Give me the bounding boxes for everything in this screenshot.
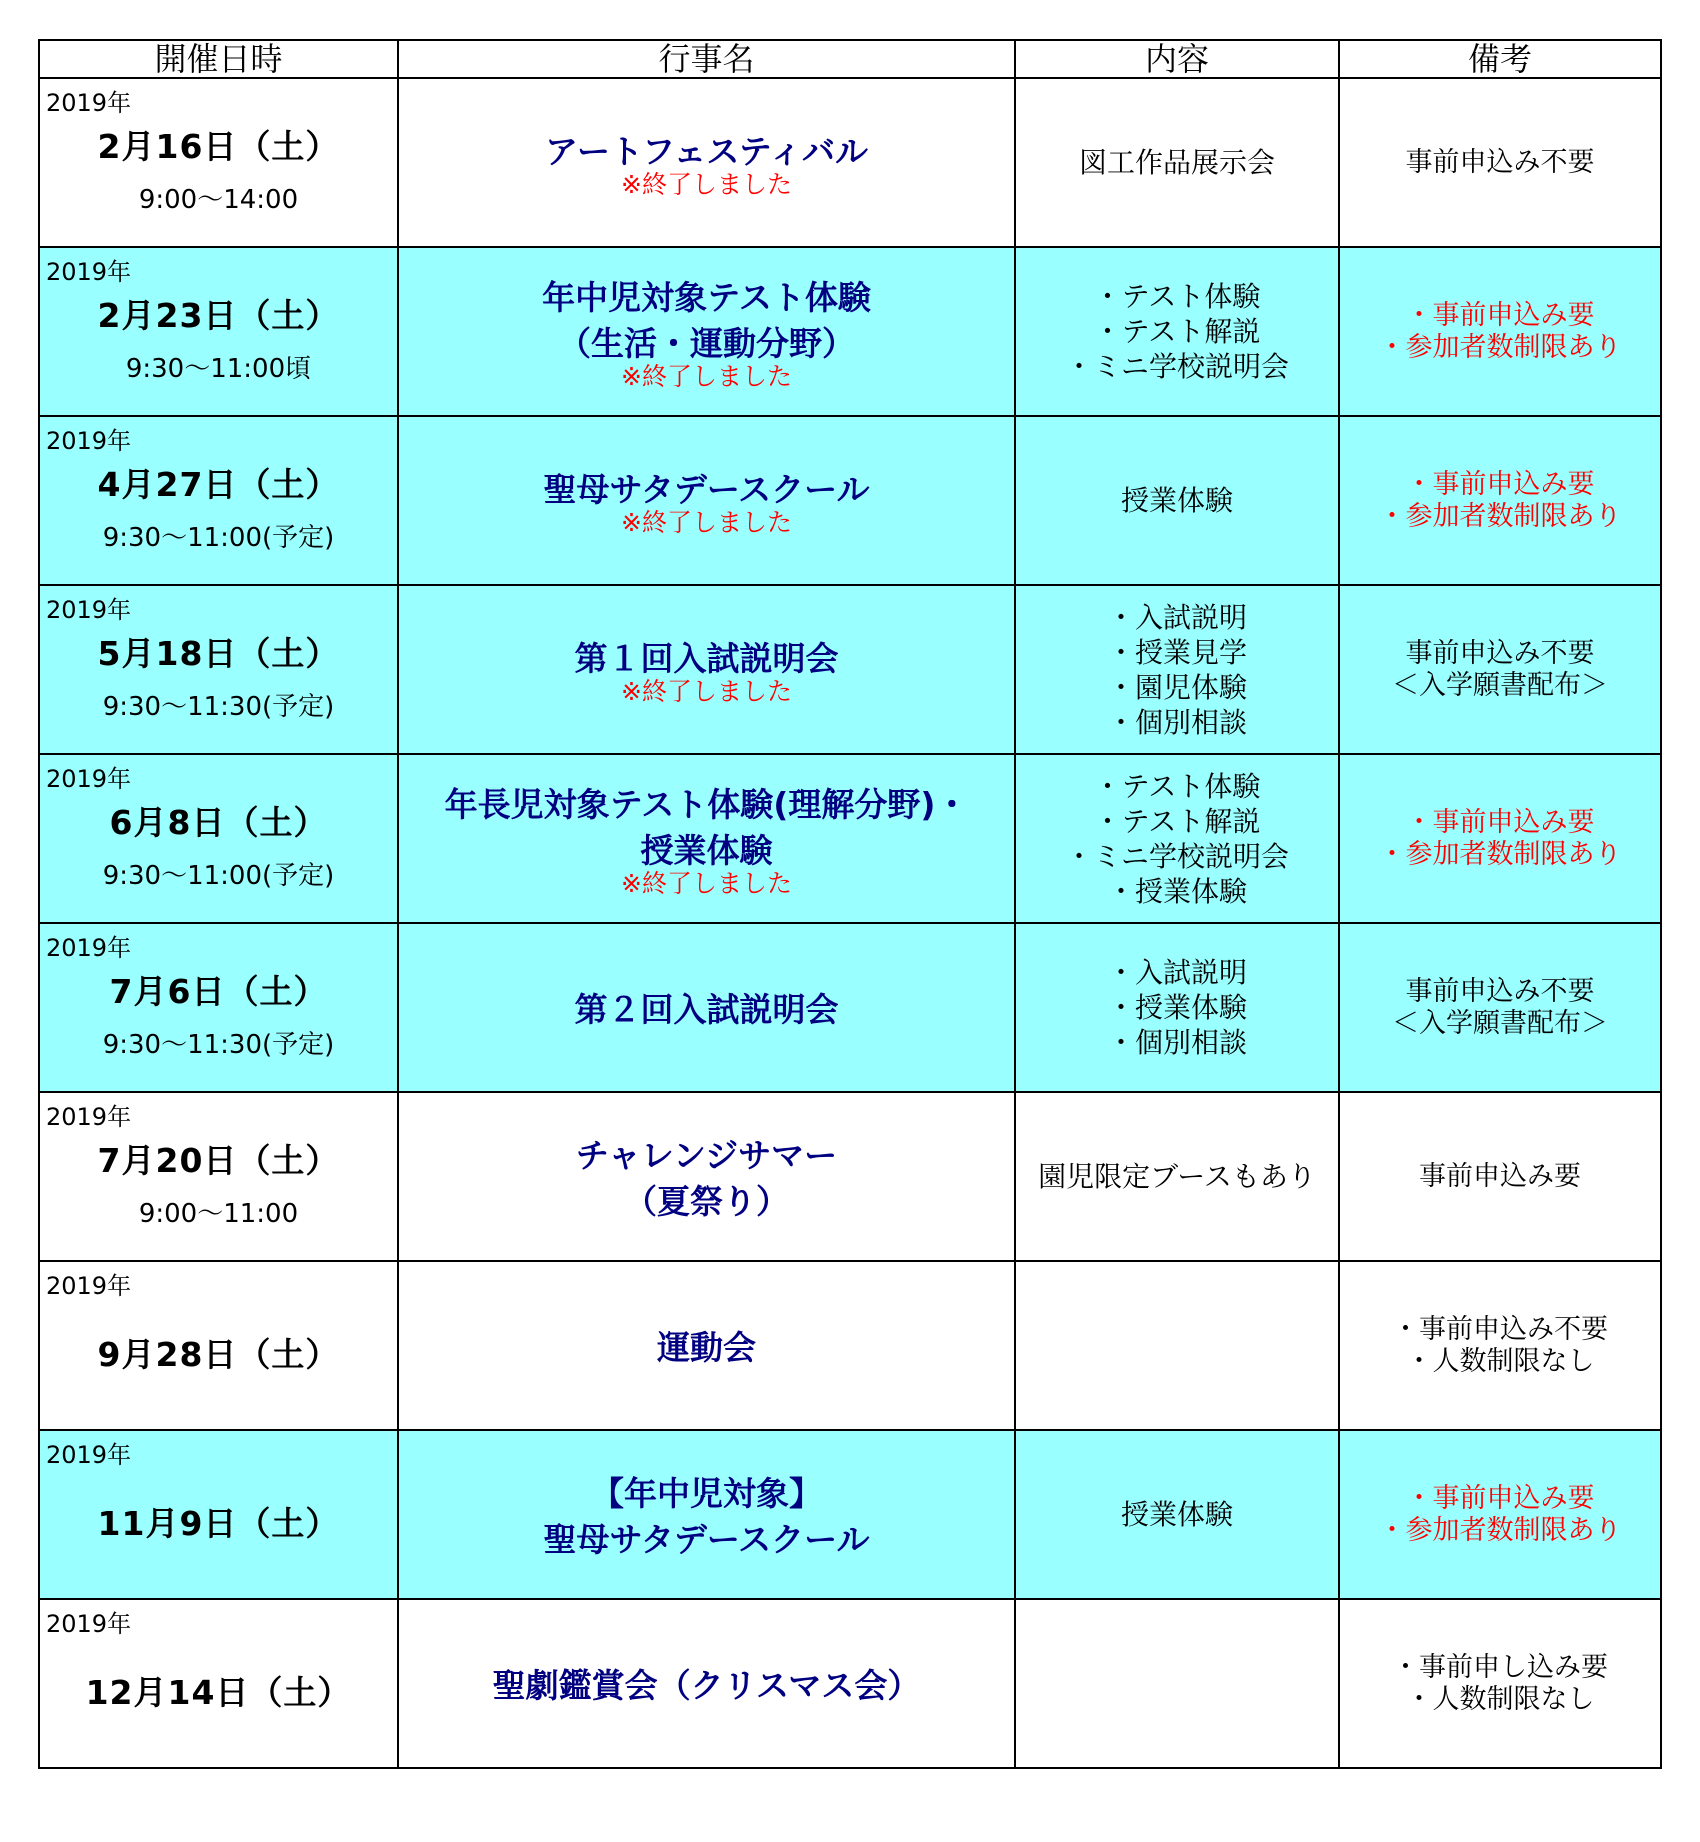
table-row xyxy=(39,585,1661,754)
date-stack xyxy=(40,128,397,215)
event-cell xyxy=(398,1599,1015,1768)
event-time: 9:30～11:30(予定) xyxy=(102,692,335,722)
table-row xyxy=(39,1599,1661,1768)
event-year: 2019年 xyxy=(46,765,132,793)
event-schedule-table xyxy=(38,39,1662,1769)
content-item: 図工作品展示会 xyxy=(1078,146,1275,179)
event-cell xyxy=(398,1261,1015,1430)
content-cell xyxy=(1015,585,1339,754)
table-row xyxy=(39,923,1661,1092)
event-cell xyxy=(398,585,1015,754)
notes-list xyxy=(1340,1483,1660,1547)
date-stack xyxy=(40,297,397,384)
date-cell xyxy=(39,585,398,754)
notes-cell xyxy=(1339,1261,1661,1430)
content-cell xyxy=(1015,754,1339,923)
event-date: 2月16日（土） xyxy=(97,127,340,166)
content-list xyxy=(1016,955,1338,1060)
content-item: ・テスト解説 xyxy=(1093,804,1261,838)
content-cell xyxy=(1015,1599,1339,1768)
notes-item: 事前申込み不要 xyxy=(1405,146,1595,178)
notes-list xyxy=(1340,807,1660,871)
date-stack xyxy=(40,635,397,722)
event-year: 2019年 xyxy=(46,258,132,286)
event-title-line: チャレンジサマー xyxy=(575,1135,838,1175)
notes-item: ・事前申込み不要 xyxy=(1392,1313,1608,1345)
content-item: ・個別相談 xyxy=(1106,705,1247,739)
event-cell xyxy=(398,754,1015,923)
notes-item: ・事前申込み要 xyxy=(1405,468,1595,500)
notes-item: ・事前申込み要 xyxy=(1405,1482,1595,1514)
date-stack xyxy=(40,973,397,1060)
notes-item: ・事前申し込み要 xyxy=(1392,1651,1608,1683)
content-item: ・テスト体験 xyxy=(1093,769,1261,803)
event-cell xyxy=(398,1092,1015,1261)
event-date: 6月8日（土） xyxy=(109,803,328,842)
event-date: 5月18日（土） xyxy=(97,634,340,673)
notes-item: ・人数制限なし xyxy=(1405,1683,1595,1715)
content-list xyxy=(1016,145,1338,180)
content-item: ・園児体験 xyxy=(1106,670,1247,704)
content-item: ・授業体験 xyxy=(1106,874,1247,908)
notes-item: ・参加者数制限あり xyxy=(1378,838,1622,870)
header-date: 開催日時 xyxy=(39,40,398,78)
event-date: 4月27日（土） xyxy=(97,465,340,504)
event-year: 2019年 xyxy=(46,1441,132,1469)
event-title-line: アートフェスティバル xyxy=(544,131,869,171)
date-cell xyxy=(39,247,398,416)
event-title-line: 運動会 xyxy=(657,1327,756,1367)
event-cell xyxy=(398,923,1015,1092)
notes-cell xyxy=(1339,78,1661,247)
event-time: 9:30～11:00(予定) xyxy=(102,523,335,553)
event-title-line: 聖母サタデースクール xyxy=(543,1519,870,1559)
event-status: ※終了しました xyxy=(621,169,792,199)
content-item: 授業体験 xyxy=(1120,1498,1233,1531)
event-date: 12月14日（土） xyxy=(85,1672,352,1712)
notes-item: ・事前申込み要 xyxy=(1405,299,1595,331)
date-stack xyxy=(40,804,397,891)
date-cell xyxy=(39,923,398,1092)
event-status: ※終了しました xyxy=(621,361,792,391)
table-row xyxy=(39,754,1661,923)
event-title-line: （生活・運動分野） xyxy=(558,323,855,363)
notes-list xyxy=(1340,1652,1660,1716)
notes-item: ＜入学願書配布＞ xyxy=(1392,1007,1608,1039)
event-title-line: 年中児対象テスト体験 xyxy=(542,277,871,317)
event-time: 9:00～11:00 xyxy=(138,1199,299,1229)
notes-item: ・参加者数制限あり xyxy=(1378,500,1622,532)
content-item: ・ミニ学校説明会 xyxy=(1064,350,1289,383)
notes-list xyxy=(1340,638,1660,702)
content-item: ・個別相談 xyxy=(1106,1026,1247,1059)
content-list xyxy=(1016,483,1338,518)
event-cell xyxy=(398,78,1015,247)
event-status: ※終了しました xyxy=(621,507,792,537)
date-cell xyxy=(39,754,398,923)
notes-cell xyxy=(1339,1092,1661,1261)
content-item: ・テスト体験 xyxy=(1093,280,1261,313)
notes-list xyxy=(1340,300,1660,364)
notes-cell xyxy=(1339,416,1661,585)
date-cell xyxy=(39,416,398,585)
date-stack xyxy=(40,1336,397,1374)
header-event: 行事名 xyxy=(398,40,1015,78)
content-cell xyxy=(1015,416,1339,585)
notes-item: 事前申込み不要 xyxy=(1405,975,1595,1007)
event-status: ※終了しました xyxy=(621,868,792,898)
event-title-line: 第１回入試説明会 xyxy=(574,638,839,678)
date-stack xyxy=(40,1505,397,1543)
content-item: ・授業見学 xyxy=(1106,635,1247,669)
event-date: 7月20日（土） xyxy=(97,1141,340,1180)
event-title-line: （夏祭り） xyxy=(624,1181,789,1221)
content-cell xyxy=(1015,78,1339,247)
event-cell xyxy=(398,416,1015,585)
notes-cell xyxy=(1339,247,1661,416)
notes-cell xyxy=(1339,1599,1661,1768)
content-item: ・入試説明 xyxy=(1106,600,1247,634)
date-stack xyxy=(40,466,397,553)
content-cell xyxy=(1015,1261,1339,1430)
notes-item: ・参加者数制限あり xyxy=(1378,331,1622,363)
table-row xyxy=(39,416,1661,585)
content-cell xyxy=(1015,247,1339,416)
table-header-row xyxy=(39,40,1661,78)
event-time: 9:00～14:00 xyxy=(138,185,299,215)
content-list xyxy=(1016,1497,1338,1532)
notes-item: ・参加者数制限あり xyxy=(1378,1514,1622,1546)
content-item: 授業体験 xyxy=(1120,484,1233,517)
table-row xyxy=(39,78,1661,247)
table-row xyxy=(39,1261,1661,1430)
event-year: 2019年 xyxy=(46,1272,132,1300)
notes-list xyxy=(1340,1161,1660,1193)
event-title-line: 授業体験 xyxy=(640,830,773,870)
notes-item: ＜入学願書配布＞ xyxy=(1392,669,1608,701)
date-cell xyxy=(39,78,398,247)
event-title-line: 年長児対象テスト体験(理解分野)・ xyxy=(444,784,969,824)
notes-item: 事前申込み不要 xyxy=(1405,637,1595,669)
notes-cell xyxy=(1339,923,1661,1092)
content-item: ・テスト解説 xyxy=(1093,315,1261,348)
content-item: 園児限定ブースもあり xyxy=(1038,1160,1316,1193)
header-content: 内容 xyxy=(1015,40,1339,78)
notes-item: ・人数制限なし xyxy=(1405,1345,1595,1377)
notes-item: 事前申込み要 xyxy=(1419,1160,1581,1192)
event-date: 11月9日（土） xyxy=(97,1503,340,1543)
notes-list xyxy=(1340,976,1660,1040)
notes-cell xyxy=(1339,585,1661,754)
event-time: 9:30～11:00頃 xyxy=(125,354,312,384)
event-year: 2019年 xyxy=(46,1103,132,1131)
content-cell xyxy=(1015,1092,1339,1261)
event-time: 9:30～11:30(予定) xyxy=(102,1030,335,1060)
event-date: 2月23日（土） xyxy=(97,296,340,335)
content-cell xyxy=(1015,923,1339,1092)
event-date: 9月28日（土） xyxy=(97,1334,340,1374)
content-list xyxy=(1016,769,1338,909)
notes-list xyxy=(1340,469,1660,533)
notes-item: ・事前申込み要 xyxy=(1405,806,1595,838)
table-row xyxy=(39,1430,1661,1599)
event-cell xyxy=(398,247,1015,416)
content-item: ・入試説明 xyxy=(1106,956,1247,989)
event-title-line: 聖劇鑑賞会（クリスマス会） xyxy=(492,1665,921,1705)
event-year: 2019年 xyxy=(46,596,132,624)
table-body xyxy=(39,78,1661,1768)
event-title-line: 聖母サタデースクール xyxy=(543,469,870,509)
event-year: 2019年 xyxy=(46,1610,132,1638)
notes-cell xyxy=(1339,754,1661,923)
event-status: ※終了しました xyxy=(621,676,792,706)
notes-list xyxy=(1340,1314,1660,1378)
event-year: 2019年 xyxy=(46,934,132,962)
content-cell xyxy=(1015,1430,1339,1599)
content-item: ・授業体験 xyxy=(1106,991,1247,1024)
event-cell xyxy=(398,1430,1015,1599)
date-cell xyxy=(39,1261,398,1430)
content-list xyxy=(1016,600,1338,740)
event-date: 7月6日（土） xyxy=(109,972,328,1011)
date-stack xyxy=(40,1142,397,1229)
notes-cell xyxy=(1339,1430,1661,1599)
event-title-line: 【年中児対象】 xyxy=(591,1473,822,1513)
content-list xyxy=(1016,1159,1338,1194)
date-stack xyxy=(40,1674,397,1712)
event-year: 2019年 xyxy=(46,89,132,117)
event-time: 9:30～11:00(予定) xyxy=(102,861,335,891)
event-title-line: 第２回入試説明会 xyxy=(574,989,839,1029)
content-item: ・ミニ学校説明会 xyxy=(1064,839,1289,873)
date-cell xyxy=(39,1599,398,1768)
table-row xyxy=(39,247,1661,416)
date-cell xyxy=(39,1430,398,1599)
content-list xyxy=(1016,279,1338,384)
event-year: 2019年 xyxy=(46,427,132,455)
table-row xyxy=(39,1092,1661,1261)
header-notes: 備考 xyxy=(1339,40,1661,78)
notes-list xyxy=(1340,147,1660,179)
date-cell xyxy=(39,1092,398,1261)
